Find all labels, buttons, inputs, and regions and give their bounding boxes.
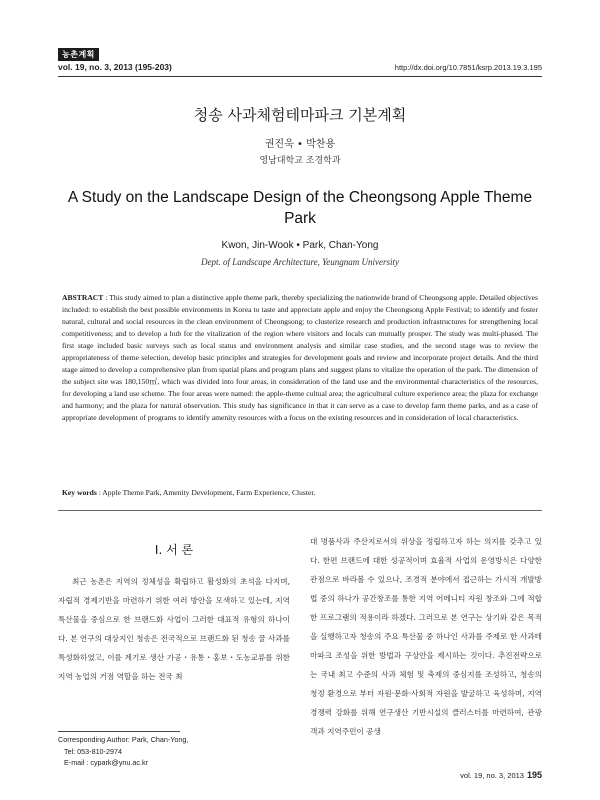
keywords-label: Key words	[62, 488, 97, 497]
volume-info: vol. 19, no. 3, 2013 (195-203)	[58, 62, 172, 72]
footnote-author: Corresponding Author: Park, Chan-Yong,	[58, 735, 189, 744]
abstract-text: : This study aimed to plan a distinctive apple theme park, thereby specializing the nationwide brand of Cheongsong apple. Detailed objectives included: to establish the best possible environments in Korea to taste and appreciate apple and enjoy the Cheongsong Apple Festival; to identify and foster natural, cultural and social resources in the clean environment of Cheongsong; to clusterize research and production infrastructures for strengthening local competitiveness; and to develop a hub for the vitalization of the region where visitors and locals can mutually prosper. The study was multi-phased. The first stage included basic surveys such as local status and environment analysis and similar case studies, and the second stage was to review the appropriateness of theme selection, develop basic principles and strategies for development goals and review and incorporate project details. And the third stage aimed to develop a comprehensive plan from spatial plans and program plans and suggest plans to vitalize the operation of the park. The dimension of the subject site was 180,150㎡, which was divided into four areas, in consideration of the land use and the environmental characteristics of the resources, for developing a land use scheme. The four areas were named: the apple-theme cultual area; the agricultural culture experience area; the plaza for exchange and harmony; and the plaza for natural observation. This study has significance in that it can serve as a case to develop farm theme parks, and as a case of appropriate development of programs to identify amenity resources with a focus on the existing resources and in consideration of local characteristics.	[62, 293, 538, 423]
abstract-label: ABSTRACT	[62, 293, 104, 302]
page-number: 195	[526, 770, 542, 780]
header-divider	[58, 76, 542, 77]
journal-badge: 농촌계획	[58, 48, 99, 61]
footer-volume: vol. 19, no. 3, 2013	[460, 771, 524, 780]
affiliation-korean: 영남대학교 조경학과	[259, 156, 341, 166]
paper-title-english: A Study on the Landscape Design of the Cheongsong Apple Theme Park	[67, 189, 533, 227]
abstract-divider	[58, 510, 542, 511]
footnote-divider	[58, 731, 180, 732]
keywords-text: : Apple Theme Park, Amenity Development, Farm Experience, Cluster.	[96, 488, 316, 497]
doi-link[interactable]: http://dx.doi.org/10.7851/ksrp.2013.19.3.195	[394, 63, 542, 72]
authors-korean: 권진욱 • 박찬용	[264, 139, 336, 150]
keywords	[62, 488, 538, 497]
authors-english: Kwon, Jin-Wook • Park, Chan-Yong	[221, 240, 379, 251]
abstract	[62, 292, 538, 425]
corresponding-author-footnote	[58, 734, 290, 769]
footnote-tel: Tel: 053-810-2974	[64, 746, 122, 756]
section-heading-introduction: I. 서 론	[154, 543, 194, 557]
paper-title-korean: 청송 사과체험테마파크 기본계획	[193, 106, 407, 124]
footnote-email[interactable]: E-mail : cypark@ynu.ac.kr	[64, 758, 148, 767]
body-text-right-column: 대 명품사과 주산지로서의 위상을 정립하고자 하는 의지를 갖추고 있다. 한편 브랜드에 대한 성공적이며 효율적 사업의 운영방식은 다양한 관점으로 바라볼 수 있으나, 조경적 분야에서 접근하는 가시적 개발방법 중의 하나가 공간창조를 통한 지역 어메니티 자원 창조와 그에 적합한 프로그램의 적용이라 하겠다. 그러므로 본 연구는 상기와 같은 목적을 실행하고자 청송의 주요 특산물 중 하나인 사과를 주제로 한 사과테마파크 조성을 위한 방법과 구상안을 제시하는 것이다. 추진전략으로는 국내 최고 수준의 사과 체험 및 축제의 중심지를 조성하고, 청송의 청정 환경으로 부터 자원·문화·사회적 자원을 발굴하고 육성하며, 지역 경쟁력 강화를 위해 연구생산 기반시설의 클러스터를 마련하여, 관광객과 지역주민이 공생	[310, 537, 542, 736]
body-text-left-column: 최근 농촌은 지역의 정체성을 확립하고 활성화의 초석을 다지며, 자립적 경제기반을 마련하기 위한 여러 방안을 모색하고 있는데, 지역 특산물을 중심으로 한 브랜드화 사업이 그러한 대표적 유형의 하나이다. 본 연구의 대상지인 청송은 전국적으로 브랜드화 된 청송 꿀 사과를 특성화하였고, 이를 계기로 생산 가공・유통・홍보・도농교류를 위한 지역 농업의 거점 역할을 하는 전국 최	[58, 577, 290, 681]
page-footer	[460, 770, 542, 780]
affiliation-english: Dept. of Landscape Architecture, Yeungnam University	[200, 257, 400, 267]
